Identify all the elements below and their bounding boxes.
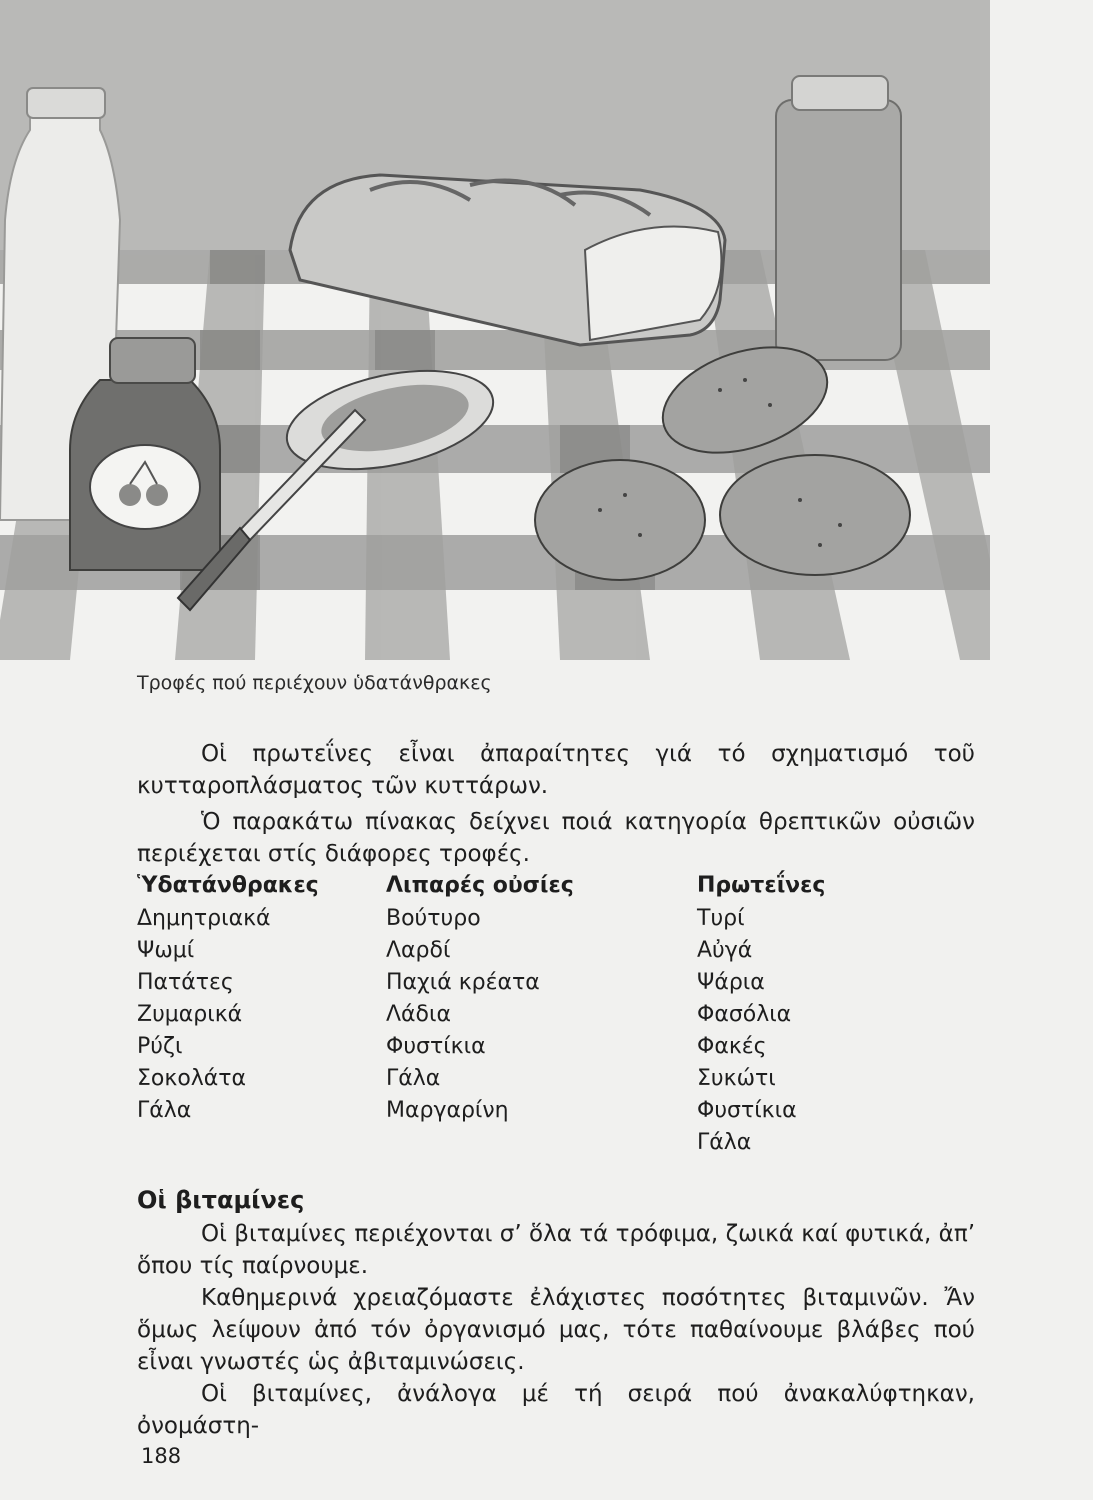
list-item: Γάλα xyxy=(697,1130,752,1155)
list-item: Λάδια xyxy=(386,1002,451,1027)
list-item: Βούτυρο xyxy=(386,906,481,931)
column-header: Πρωτεΐνες xyxy=(697,873,826,898)
list-item: Ρύζι xyxy=(137,1034,183,1059)
fats-column xyxy=(386,870,574,1127)
list-item: Σοκολάτα xyxy=(137,1066,247,1091)
list-item: Αὐγά xyxy=(697,938,753,963)
table-intro-paragraph: Ὁ παρακάτω πίνακας δείχνει ποιά κατηγορία θρεπτικῶν οὐσιῶν περιέχεται στίς διάφορες τροφές. xyxy=(137,809,975,867)
vitamins-heading: Οἱ βιταμίνες xyxy=(137,1186,305,1214)
list-item: Γάλα xyxy=(137,1098,192,1123)
list-item: Φασόλια xyxy=(697,1002,792,1027)
vitamins-paragraph-3: Οἱ βιταμίνες, ἀνάλογα μέ τή σειρά πού ἀνακαλύφτηκαν, ὀνομάστη- xyxy=(137,1381,975,1439)
carbohydrates-column xyxy=(137,870,319,1127)
list-item: Συκώτι xyxy=(697,1066,776,1091)
list-item: Μαργαρίνη xyxy=(386,1098,509,1123)
figure-caption: Τροφές πού περιέχουν ὑδατάνθρακες xyxy=(137,672,492,694)
list-item: Φακές xyxy=(697,1034,767,1059)
list-item: Ζυμαρικά xyxy=(137,1002,243,1027)
proteins-column xyxy=(697,870,825,1159)
list-item: Γάλα xyxy=(386,1066,441,1091)
list-item: Τυρί xyxy=(697,906,745,931)
column-header: Ὑδατάνθρακες xyxy=(137,873,319,898)
list-item: Ψωμί xyxy=(137,938,195,963)
column-header: Λιπαρές οὐσίες xyxy=(386,873,574,898)
list-item: Λαρδί xyxy=(386,938,451,963)
food-illustration xyxy=(0,0,990,660)
proteins-paragraph: Οἱ πρωτεΐνες εἶναι ἀπαραίτητες γιά τό σχηματισμό τοῦ κυτταροπλάσματος τῶν κυττάρων. xyxy=(137,741,975,799)
vitamins-paragraph-1: Οἱ βιταμίνες περιέχονται σ’ ὅλα τά τρόφιμα, ζωικά καί φυτικά, ἀπ’ ὅπου τίς παίρνουμε. xyxy=(137,1221,975,1279)
list-item: Φυστίκια xyxy=(386,1034,486,1059)
list-item: Παχιά κρέατα xyxy=(386,970,540,995)
vitamins-paragraph-2: Καθημερινά χρειαζόμαστε ἐλάχιστες ποσότητες βιταμινῶν. Ἄν ὅμως λείψουν ἀπό τόν ὀργανισμό μας, τότε παθαίνουμε βλάβες πού εἶναι γνωστές ὡς ἀβιταμινώσεις. xyxy=(137,1285,975,1375)
list-item: Φυστίκια xyxy=(697,1098,797,1123)
list-item: Δημητριακά xyxy=(137,906,271,931)
list-item: Ψάρια xyxy=(697,970,765,995)
page-number: 188 xyxy=(141,1444,182,1468)
list-item: Πατάτες xyxy=(137,970,234,995)
